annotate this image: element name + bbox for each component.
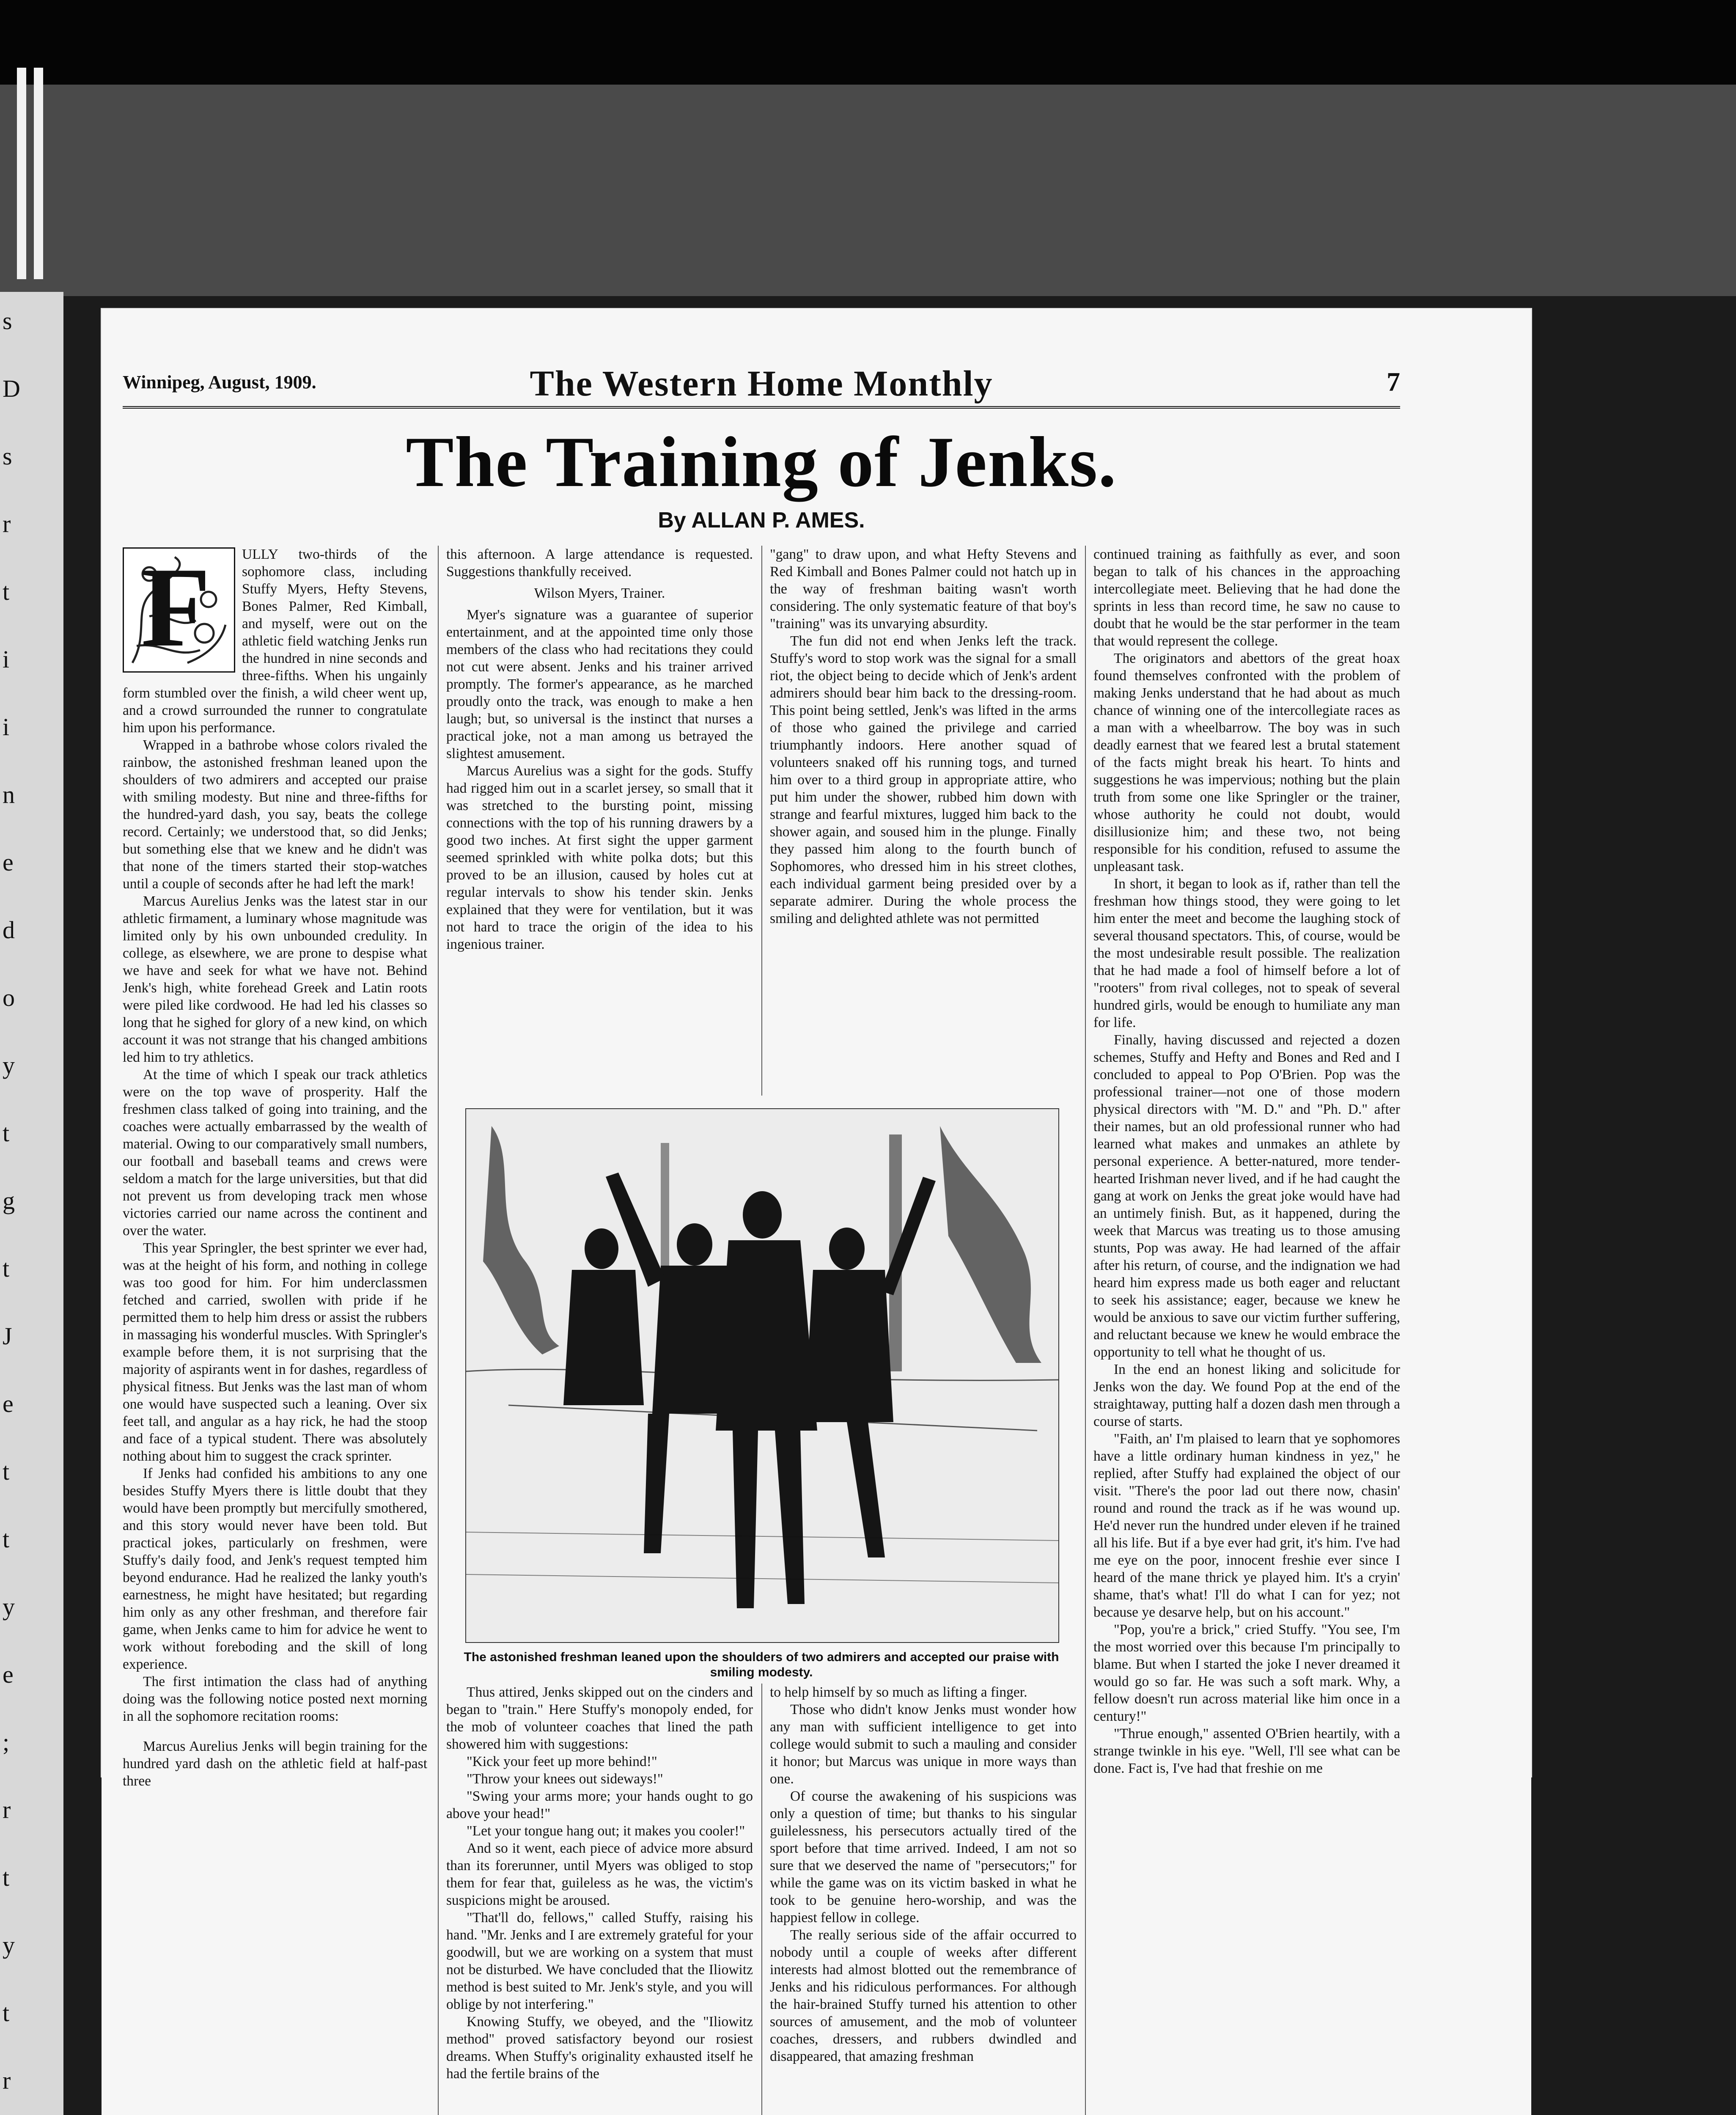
facing-page-fragment: e (3, 1661, 14, 1688)
facing-page-fragment: y (3, 1593, 15, 1621)
column-rule (761, 546, 762, 1096)
paragraph: to help himself by so much as lifting a finger. (770, 1684, 1027, 1700)
column-rule (438, 546, 439, 2115)
column-4 (1093, 546, 1400, 1777)
article-byline: By ALLAN P. AMES. (658, 508, 865, 533)
paragraph: Of course the awakening of his suspicions was only a question of time; but thanks to his singular guilelessness, his persecutors actually tired of the sport before that time arrived. Indeed, I am not so sure that we deserved the name of "persecutors;" for while the game was on its victim basked in what he took to be genuine hero-worship, and was the happiest fellow in college. (770, 1788, 1077, 1925)
facing-page-fragment: J (3, 1322, 12, 1350)
facing-page-fragment: e (3, 1390, 14, 1417)
facing-page-fragment: y (3, 1052, 15, 1079)
facing-page-fragment: r (3, 1796, 11, 1824)
facing-page-fragment: o (3, 984, 15, 1011)
paragraph: Thus attired, Jenks skipped out on the cinders and began to "train." Here Stuffy's monopoly ended, for the mob of volunteer coaches that lined the path showered him with suggestions: (446, 1684, 753, 1752)
film-bar-top-left-2 (34, 68, 43, 279)
facing-page-edge (0, 292, 63, 2115)
paragraph: "Faith, an' I'm plaised to learn that ye sophomores have a little ordinary human kindness in yez," he replied, after Stuffy had explained the object of our visit. "There's the poor lad out there now, chasin' round and round the track as if he was wound up. He'd never run the hundred under eleven if he trained all his life. But if a bye ever had grit, it's him. I've had me eye on the poor, innocent freshie ever since I heard of the mane thrick ye played him. It's a cryin' shame, that's what! I'll do what I can for yez; not because ye desarve help, but on his account." (1093, 1431, 1400, 1620)
page-number: 7 (1387, 367, 1400, 397)
paragraph: "Throw your knees out sideways!" (467, 1771, 663, 1787)
masthead (123, 360, 1400, 409)
facing-page-fragment: r (3, 2067, 11, 2094)
column-2-lower (446, 1684, 753, 2082)
facing-page-fragment: s (3, 442, 12, 470)
paragraph: "Pop, you're a brick," cried Stuffy. "You see, I'm the most worried over this because I'm principally to blame. But when I started the joke I never dreamed it would go so far. He was such a soft mark. Why, a fellow doesn't run across material like him once in a century!" (1093, 1622, 1400, 1724)
article-illustration (465, 1108, 1059, 1643)
facing-page-fragment: t (3, 1525, 10, 1553)
paragraph: Those who didn't know Jenks must wonder how any man with sufficient intelligence to get into college would submit to such a mauling and consider it honor; but Marcus was unique in more ways than one. (770, 1702, 1077, 1787)
facing-page-fragment: d (3, 916, 15, 944)
facing-page-fragment: t (3, 1119, 10, 1147)
paragraph: In short, it began to look as if, rather than tell the freshman how things stood, they were going to let him enter the meet and become the laughing stock of several thousand spectators. This, of course, would be the most undesirable result possible. The realization that he had made a fool of himself before a lot of "rooters" from rival colleges, not to speak of several hundred girls, would be enough to humiliate any man for life. (1093, 876, 1400, 1030)
paragraph: Marcus Aurelius Jenks will begin training for the hundred yard dash on the athletic field at half-past three (123, 1739, 427, 1789)
paragraph: "Let your tongue hang out; it makes you cooler!" (467, 1823, 745, 1839)
paragraph: Myer's signature was a guarantee of superior entertainment, and at the appointed time only those members of the class who had recitations they could not cut were absent. Jenks and his trainer arrived promptly. The former's appearance, as he marched proudly onto the track, was enough to make a hen laugh; but, so universal is the instinct that nurses a practical joke, not a man among us betrayed the slightest amusement. (446, 607, 753, 761)
facing-page-fragment: i (3, 645, 10, 673)
facing-page-fragment: t (3, 1458, 10, 1485)
paragraph: this afternoon. A large attendance is requested. Suggestions thankfully received. (446, 547, 753, 580)
film-bar-top-left-1 (17, 68, 26, 279)
publication-title: The Western Home Monthly (530, 363, 993, 404)
paragraph: "gang" to draw upon, and what Hefty Stevens and Red Kimball and Bones Palmer could not hatch up in the way of freshman baiting wasn't worth considering. The only systematic feature of that boy's "training" was its unvarying absurdity. (770, 547, 1077, 632)
paragraph: Marcus Aurelius Jenks was the latest star in our athletic firmament, a luminary whose magnitude was limited only by his own unbounded credulity. In college, as elsewhere, we are prone to despise what we have and seek for what we have not. Behind Jenk's high, white forehead Greek and Latin roots were piled like cordwood. He had led his classes so long that he sighed for glory of a new kind, on which account it was not strange that his changed ambitions led him to try athletics. (123, 893, 427, 1065)
athletes-engraving-icon (466, 1109, 1058, 1642)
facing-page-fragment: t (3, 578, 10, 605)
paragraph: This year Springler, the best sprinter we ever had, was at the height of his form, and nothing in college was too good for him. For him underclassmen fetched and carried, swollen with pride if he permitted them to help him dress or assist the rubbers in massaging his wonderful muscles. With Springler's example before them, it is not surprising that the majority of aspirants went in for dashes, regardless of physical fitness. But Jenks was the last man of whom one would have suspected such a leaning. Over six feet tall, and angular as a hay rick, he had the stoop and face of a typical student. There was absolutely nothing about him to suggest the crack sprinter. (123, 1240, 427, 1464)
paragraph: And so it went, each piece of advice more absurd than its forerunner, until Myers was obliged to stop them for fear that, guileless as he was, the victim's suspicions might be aroused. (446, 1840, 753, 1908)
facing-page-fragment: t (3, 1999, 10, 2027)
column-rule (1085, 546, 1086, 2115)
column-1 (123, 546, 427, 1790)
facing-page-fragment: i (3, 713, 10, 741)
paragraph: The originators and abettors of the great hoax found themselves confronted with the problem of making Jenks understand that he had about as much chance of winning one of the intercollegiate races as a man with a wheelbarrow. The boy was in such deadly earnest that we feared lest a brutal statement of the facts might break his heart. To hints and suggestions he was impervious; nothing but the plain truth from some one like Springler or the trainer, whose authority he could not doubt, would disillusionize him; and these two, not being responsible for his condition, refused to assume the unpleasant task. (1093, 651, 1400, 874)
paragraph: At the time of which I speak our track athletics were on the top wave of prosperity. Half the freshmen class talked of going into training, and the coaches were actually embarrassed by the wealth of material. Owing to our comparatively small numbers, our football and baseball teams and crews were seldom a match for the large universities, but that did not prevent us from developing track men whose victories carried our name across the continent and over the water. (123, 1067, 427, 1239)
facing-page-fragment: ; (3, 1728, 10, 1756)
drop-cap-ornament (123, 544, 235, 673)
paragraph: Knowing Stuffy, we obeyed, and the "Iliowitz method" proved satisfactory beyond our rosiest dreams. When Stuffy's originality exhausted itself he had the fertile brains of the (446, 2014, 753, 2082)
illustration-caption: The astonished freshman leaned upon the shoulders of two admirers and accepted our praise with smiling modesty. (464, 1650, 1059, 1679)
drop-cap-letter: F (141, 544, 211, 670)
paragraph: The first intimation the class had of anything doing was the following notice posted next morning in all the sophomore recitation rooms: (123, 1674, 427, 1724)
facing-page-fragment: t (3, 1255, 10, 1282)
article-title: The Training of Jenks. (406, 422, 1117, 502)
facing-page-fragment: t (3, 1864, 10, 1891)
scan-top-border (0, 0, 1736, 85)
facing-page-fragment: r (3, 510, 11, 538)
column-rule (761, 1684, 762, 2115)
paragraph: "Swing your arms more; your hands ought to go above your head!" (446, 1788, 753, 1821)
facing-page-fragment: n (3, 781, 15, 808)
dateline: Winnipeg, August, 1909. (123, 372, 316, 393)
paragraph: "Kick your feet up more behind!" (467, 1754, 657, 1769)
column-3-lower (770, 1684, 1077, 2065)
paragraph: Wrapped in a bathrobe whose colors rivaled the rainbow, the astonished freshman leaned upon the shoulders of two admirers and accepted our praise with smiling modesty. But nine and three-fifths for the hundred-yard dash, you say, beats the college record. Certainly; we understood that, so did Jenks; but something else that we knew and he didn't was that none of the timers started their stop-watches until a couple of seconds after he had left the mark! (123, 737, 427, 892)
scan-gray-border (0, 85, 1736, 296)
paragraph: ULLY two-thirds of the sophomore class, including Stuffy Myers, Hefty Stevens, Bones Palmer, Red Kimball, and myself, were out on the athletic field watching Jenks run the hundred in nine seconds and three-fifths. When his ungainly form stumbled over the finish, a wild cheer went up, and a crowd surrounded the runner to congratulate him upon his performance. (123, 547, 427, 736)
facing-page-fragment: g (3, 1187, 15, 1214)
paragraph: Finally, having discussed and rejected a dozen schemes, Stuffy and Hefty and Bones and Red and I concluded to appeal to Pop O'Brien. Pop was the professional trainer—not one of those modern physical directors with "M. D." and "Ph. D." after their names, but an old professional runner who had learned what makes and unmakes an athlete by personal experience. A better-natured, more tender-hearted Irishman never lived, and if he had caught the gang at work on Jenks the great joke would have had an untimely finish. But, as it happened, during the week that Marcus was treating us to those amusing stunts, Pop was away. He had learned of the affair after his return, of course, and the indignation we had heard him express made us both eager and reluctant to seek his assistance; eager, because we knew he would be anxious to save our victim further suffering, and reluctant because we knew he would embrace the opportunity to tell what he thought of us. (1093, 1032, 1400, 1360)
facing-page-fragment: D (3, 375, 20, 402)
paragraph: "Thrue enough," assented O'Brien heartily, with a strange twinkle in his eye. "Well, I'll see what can be done. Fact is, I've had that freshie on me (1093, 1726, 1400, 1776)
paragraph: The really serious side of the affair occurred to nobody until a couple of weeks after different interests had almost blotted out the remembrance of Jenks and his ridiculous performances. For although the hair-brained Stuffy turned his attention to other sources of amusement, and the mob of volunteer coaches, dressers, and rubbers dwindled and disappeared, that amazing freshman (770, 1927, 1077, 2064)
paragraph: "That'll do, fellows," called Stuffy, raising his hand. "Mr. Jenks and I are extremely grateful for your goodwill, but we are working on a system that must not be disturbed. We have concluded that the Iliowitz method is best suited to Mr. Jenk's style, and you will oblige by not interfering." (446, 1910, 753, 2012)
facing-page-fragment: s (3, 307, 12, 335)
notice-signature: Wilson Myers, Trainer. (534, 585, 665, 601)
paragraph: continued training as faithfully as ever, and soon began to talk of his chances in the approaching intercollegiate meet. Believing that he had done the sprints in less than record time, he saw no cause to doubt that he would be the star performer in the team that would represent the college. (1093, 547, 1400, 649)
column-2 (446, 546, 753, 953)
paragraph: If Jenks had confided his ambitions to any one besides Stuffy Myers there is little doubt that they would have been promptly but mercifully smothered, and this story would never have been told. But practical jokes, particularly on freshmen, were Stuffy's daily food, and Jenk's request tempted him beyond endurance. Had he realized the lanky youth's earnestness, he might have hesitated; but regarding him only as any other freshman, and therefore fair game, when Jenks came to him for advice he went to work without foreboding and the skill of long experience. (123, 1466, 427, 1672)
paragraph: The fun did not end when Jenks left the track. Stuffy's word to stop work was the signal for a small riot, the object being to decide which of Jenk's ardent admirers should bear him back to the dressing-room. This point being settled, Jenk's was lifted in the arms of those who gained the privilege and carried triumphantly indoors. Here another squad of volunteers snaked off his running togs, and turned him over to a third group in appropriate attire, who put him under the shower, rubbed him down with strange and fearful mixtures, lugged him back to the shower again, and soused him in the plunge. Finally they passed him along to the fourth bunch of Sophomores, who dressed him in his street clothes, each individual garment being presided over by a separate admirer. During the whole process the smiling and delighted athlete was not permitted (770, 633, 1077, 926)
facing-page-fragment: y (3, 1931, 15, 1959)
paragraph: In the end an honest liking and solicitude for Jenks won the day. We found Pop at the end of the straightaway, putting half a dozen dash men through a course of starts. (1093, 1362, 1400, 1429)
column-3 (770, 546, 1077, 927)
paragraph: Marcus Aurelius was a sight for the gods. Stuffy had rigged him out in a scarlet jersey, so small that it was stretched to the bursting point, missing connections with the top of his running drawers by a good two inches. At first sight the upper garment seemed sprinkled with white polka dots; but this proved to be an illusion, caused by holes cut at regular intervals to show his tender skin. Jenks explained that they were for ventilation, but it was not hard to trace the origin of the idea to his ingenious trainer. (446, 763, 753, 952)
facing-page-fragment: e (3, 849, 14, 876)
